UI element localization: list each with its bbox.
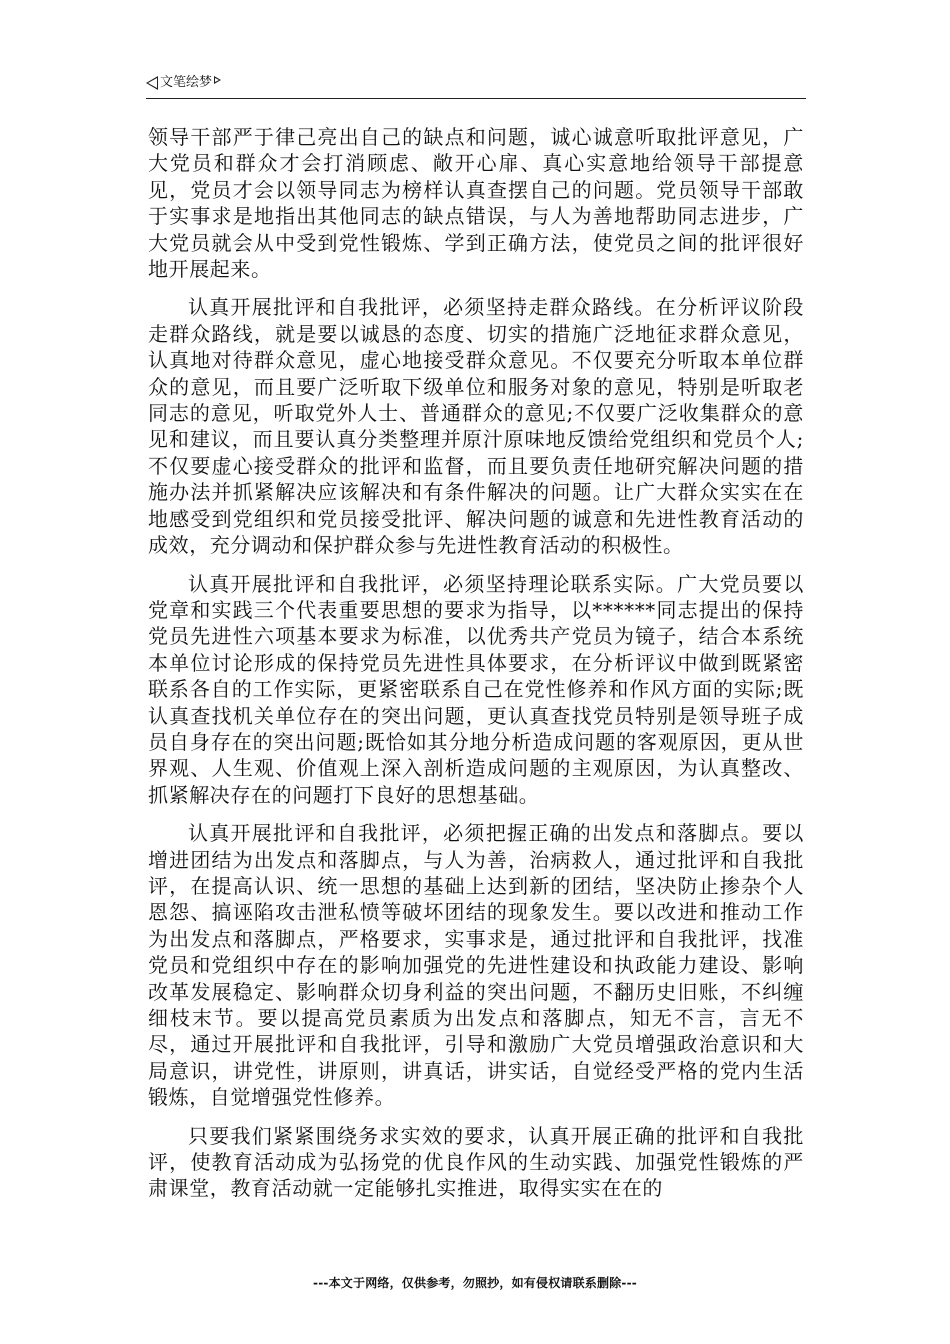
paragraph-4: 认真开展批评和自我批评，必须把握正确的出发点和落脚点。要以增进团结为出发点和落脚点，与人为善，治病救人，通过批评和自我批评，在提高认识、统一思想的基础上达到新的团结，坚决防止掺杂个人恩怨、搞诬陷攻击泄私愤等破坏团结的现象发生。要以改进和推动工作为出发点和落脚点，严格要求，实事求是，通过批评和自我批评，找准党员和党组织中存在的影响加强党的先进性建设和执政能力建设、影响改革发展稳定、影响群众切身利益的突出问题，不翻历史旧账，不纠缠细枝末节。要以提高党员素质为出发点和落脚点，知无不言，言无不尽，通过开展批评和自我批评，引导和激励广大党员增强政治意识和大局意识，讲党性，讲原则，讲真话，讲实话，自觉经受严格的党内生活锻炼，自觉增强党性修养。 (148, 821, 804, 1110)
paragraph-3: 认真开展批评和自我批评，必须坚持理论联系实际。广大党员要以党章和实践三个代表重要思想的要求为指导，以******同志提出的保持党员先进性六项基本要求为标准，以优秀共产党员为镜子，结合本系统本单位讨论形成的保持党员先进性具体要求，在分析评议中做到既紧密联系各自的工作实际，更紧密联系自己在党性修养和作风方面的实际;既认真查找机关单位存在的突出问题，更认真查找党员特别是领导班子成员自身存在的突出问题;既恰如其分地分析造成问题的客观原因，更从世界观、人生观、价值观上深入剖析造成问题的主观原因，为认真整改、抓紧解决存在的问题打下良好的思想基础。 (148, 571, 804, 807)
paragraph-2: 认真开展批评和自我批评，必须坚持走群众路线。在分析评议阶段走群众路线，就是要以诚恳的态度、切实的措施广泛地征求群众意见，认真地对待群众意见，虚心地接受群众意见。不仅要充分听取本单位群众的意见，而且要广泛听取下级单位和服务对象的意见，特别是听取老同志的意见，听取党外人士、普通群众的意见;不仅要广泛收集群众的意见和建议，而且要认真分类整理并原汁原味地反馈给党组织和党员个人;不仅要虚心接受群众的批评和监督，而且要负责任地研究解决问题的措施办法并抓紧解决应该解决和有条件解决的问题。让广大群众实实在在地感受到党组织和党员接受批评、解决问题的诚意和先进性教育活动的成效，充分调动和保护群众参与先进性教育活动的积极性。 (148, 295, 804, 558)
document-body (148, 124, 804, 1214)
page-footer-disclaimer: ---本文于网络，仅供参考，勿照抄，如有侵权请联系删除--- (313, 1276, 637, 1290)
triangle-left-outline-icon (146, 76, 158, 90)
paragraph-1: 领导干部严于律己亮出自己的缺点和问题，诚心诚意听取批评意见，广大党员和群众才会打消顾虑、敞开心扉、真心实意地给领导干部提意见，党员才会以领导同志为榜样认真查摆自己的问题。党员领导干部敢于实事求是地指出其他同志的缺点错误，与人为善地帮助同志进步，广大党员就会从中受到党性锻炼、学到正确方法，使党员之间的批评很好地开展起来。 (148, 125, 804, 282)
page-header (146, 74, 806, 99)
brand-text: 文笔绘梦 (160, 75, 213, 90)
paragraph-5: 只要我们紧紧围绕务求实效的要求，认真开展正确的批评和自我批评，使教育活动成为弘扬党的优良作风的生动实践、加强党性锻炼的严肃课堂，教育活动就一定能够扎实推进，取得实实在在的 (148, 1123, 804, 1201)
triangle-right-outline-icon (214, 76, 221, 84)
header-brand (146, 74, 221, 92)
